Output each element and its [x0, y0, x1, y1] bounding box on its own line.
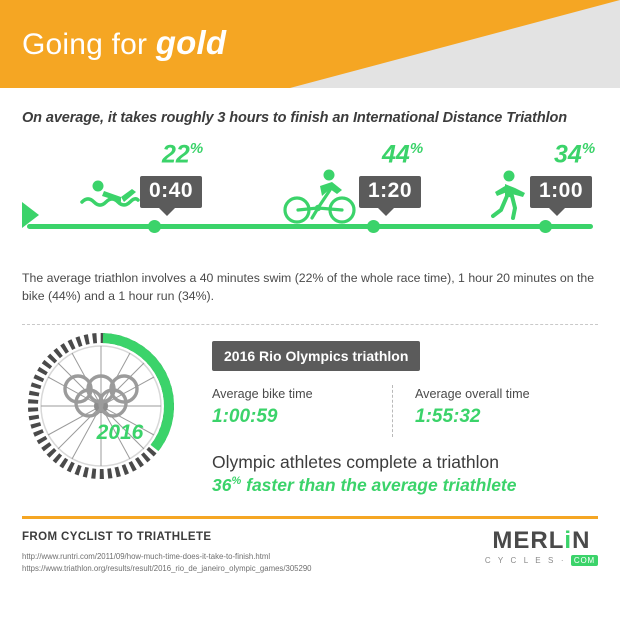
- olympics-section: [0, 325, 620, 496]
- conclusion-tail: faster than the average triathlete: [241, 474, 517, 495]
- logo-word-b: N: [572, 526, 591, 554]
- bike-percent: [382, 140, 423, 169]
- header: [0, 0, 620, 88]
- wheel-year-label: 2016: [96, 420, 144, 444]
- triathlon-timeline-chart: [22, 140, 598, 250]
- olympics-stats: [212, 387, 598, 428]
- page-title: [22, 24, 226, 62]
- olympic-wheel-graphic: [26, 331, 176, 486]
- runner-icon: [479, 168, 535, 229]
- page-title-bold: gold: [155, 24, 227, 61]
- merlin-cycles-logo[interactable]: [485, 527, 598, 565]
- swim-percent: [162, 140, 203, 169]
- section1-description: The average triathlon involves a 40 minutes swim (22% of the whole race time), 1 hour 20 minutes on the bike (44%) and a 1 hour run (34%).: [22, 271, 595, 303]
- header-grey-wedge: [290, 0, 620, 88]
- run-dot: [539, 220, 552, 233]
- source-link-1[interactable]: http://www.runtri.com/2011/09/how-much-time-does-it-take-to-finish.html: [22, 551, 271, 561]
- run-percent-value: 34: [554, 140, 582, 169]
- stats-divider: [392, 385, 393, 437]
- swim-dot: [148, 220, 161, 233]
- logo-subtext: [485, 556, 598, 565]
- footer: [0, 519, 620, 576]
- conclusion: [212, 452, 598, 496]
- logo-sub-main: C Y C L E S ·: [484, 555, 567, 565]
- conclusion-line1: Olympic athletes complete a triathlon: [212, 451, 499, 472]
- olympics-bar-title: 2016 Rio Olympics triathlon: [212, 341, 420, 371]
- swimmer-icon: [80, 178, 140, 217]
- swim-time: 0:40: [140, 176, 202, 208]
- conclusion-number-symbol: %: [231, 474, 242, 487]
- run-time: 1:00: [530, 176, 592, 208]
- source-link-2[interactable]: https://www.triathlon.org/results/result/2016_rio_de_janeiro_olympic_games/305290: [22, 564, 312, 574]
- bike-time: 1:20: [359, 176, 421, 208]
- conclusion-line2: [212, 475, 598, 496]
- logo-sub-com: COM: [571, 555, 598, 566]
- bike-dot: [367, 220, 380, 233]
- swim-percent-symbol: %: [189, 140, 204, 157]
- swim-percent-value: 22: [162, 140, 190, 169]
- stat-overall-label: Average overall time: [415, 386, 530, 401]
- stat-bike-value: 1:00:59: [212, 405, 278, 427]
- stat-overall-value: 1:55:32: [415, 405, 481, 427]
- bike-percent-value: 44: [382, 140, 410, 169]
- logo-wordmark: [485, 527, 598, 555]
- logo-word-i: i: [564, 526, 573, 554]
- stat-average-bike-time: [212, 387, 395, 428]
- section1-lead: On average, it takes roughly 3 hours to finish an International Distance Triathlon: [22, 110, 568, 126]
- conclusion-number: 36: [212, 474, 232, 495]
- logo-word-a: MERL: [492, 526, 565, 554]
- timeline-start-arrow-icon: [22, 202, 39, 228]
- stat-average-overall-time: [395, 387, 598, 428]
- page-title-plain: Going for: [22, 28, 156, 61]
- bike-percent-symbol: %: [409, 140, 424, 157]
- stat-bike-label: Average bike time: [212, 386, 313, 401]
- run-percent-symbol: %: [581, 140, 596, 157]
- cyclist-icon: [282, 166, 362, 229]
- average-triathlon-section: [0, 110, 620, 306]
- run-percent: [554, 140, 595, 169]
- footer-title: FROM CYCLIST TO TRIATHLETE: [22, 530, 212, 543]
